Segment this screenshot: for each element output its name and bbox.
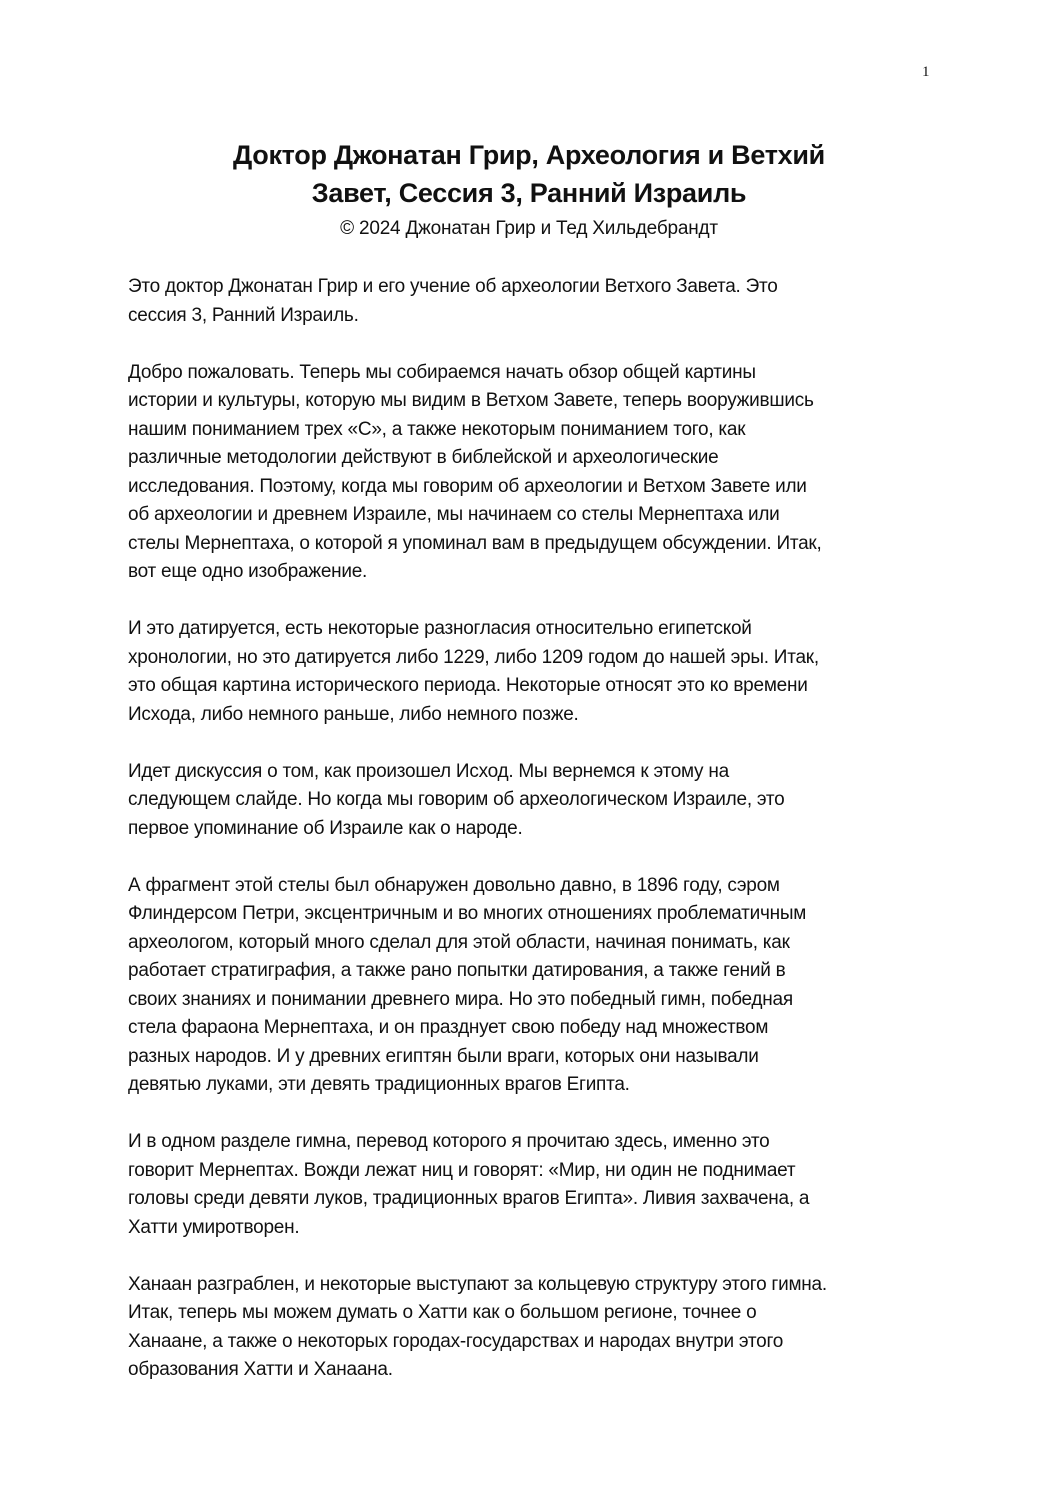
paragraph [128, 872, 958, 1100]
text-line: это общая картина исторического периода. Некоторые относят это ко времени [128, 675, 808, 696]
copyright: © 2024 Джонатан Грир и Тед Хильдебрандт [340, 218, 718, 239]
paragraph [128, 359, 958, 587]
text-line: хронологии, но это датируется либо 1229, либо 1209 годом до нашей эры. Итак, [128, 646, 819, 668]
text-line: Хатти умиротворен. [128, 1216, 300, 1238]
text-line: работает стратиграфия, а также рано попытки датирования, а также гений в [128, 960, 786, 981]
text-line: стелы Мернептаха, о которой я упоминал вам в предыдущем обсуждении. Итак, [128, 532, 822, 554]
text-line: говорит Мернептах. Вожди лежат ниц и говорят: «Мир, ни один не поднимает [128, 1159, 796, 1181]
text-line: А фрагмент этой стелы был обнаружен довольно давно, в 1896 году, сэром [128, 874, 780, 896]
text-line: археологом, который много сделал для этой области, начиная понимать, как [128, 931, 790, 953]
text-line: об археологии и древнем Израиле, мы начинаем со стелы Мернептаха или [128, 504, 780, 525]
paragraph [128, 273, 958, 330]
paragraph [128, 1128, 958, 1242]
text-line: нашим пониманием трех «С», а также некоторым пониманием того, как [128, 418, 746, 440]
title-line: Доктор Джонатан Грир, Археология и Ветхий [233, 140, 825, 170]
text-line: первое упоминание об Израиле как о народе. [128, 817, 523, 839]
text-line: истории и культуры, которую мы видим в Ветхом Завете, теперь вооружившись [128, 390, 814, 411]
document-body [128, 273, 958, 1413]
text-line: Итак, теперь мы можем думать о Хатти как о большом регионе, точнее о [128, 1302, 757, 1323]
text-line: Ханаан разграблен, и некоторые выступают за кольцевую структуру этого гимна. [128, 1273, 827, 1295]
text-line: своих знаниях и понимании древнего мира. Но это победный гимн, победная [128, 988, 793, 1010]
title-line: Завет, Сессия 3, Ранний Израиль [311, 178, 747, 208]
text-line: И в одном разделе гимна, перевод которого я прочитаю здесь, именно это [128, 1131, 770, 1152]
text-line: следующем слайде. Но когда мы говорим об археологическом Израиле, это [128, 789, 785, 810]
text-line: сессия 3, Ранний Израиль. [128, 304, 359, 326]
text-line: образования Хатти и Ханаана. [128, 1359, 393, 1380]
text-line: различные методологии действуют в библейской и археологические [128, 447, 719, 468]
text-line: Ханаане, а также о некоторых городах-государствах и народах внутри этого [128, 1330, 784, 1352]
page-number: 1 [922, 64, 930, 80]
text-line: исследования. Поэтому, когда мы говорим об археологии и Ветхом Завете или [128, 475, 807, 497]
text-line: стела фараона Мернептаха, и он празднует свою победу над множеством [128, 1017, 769, 1038]
text-line: Добро пожаловать. Теперь мы собираемся начать обзор общей картины [128, 361, 756, 383]
text-line: Это доктор Джонатан Грир и его учение об археологии Ветхого Завета. Это [128, 276, 778, 297]
document-title [0, 136, 1058, 212]
paragraph [128, 615, 958, 729]
paragraph [128, 1271, 958, 1385]
paragraph [128, 758, 958, 844]
text-line: Исхода, либо немного раньше, либо немного позже. [128, 703, 579, 725]
text-line: Идет дискуссия о том, как произошел Исход. Мы вернемся к этому на [128, 760, 729, 782]
text-line: вот еще одно изображение. [128, 561, 368, 582]
text-line: Флиндерсом Петри, эксцентричным и во многих отношениях проблематичным [128, 903, 807, 924]
text-line: девятью луками, эти девять традиционных врагов Египта. [128, 1074, 630, 1095]
text-line: разных народов. И у древних египтян были враги, которых они называли [128, 1045, 759, 1067]
text-line: И это датируется, есть некоторые разногласия относительно египетской [128, 618, 752, 639]
text-line: головы среди девяти луков, традиционных врагов Египта». Ливия захвачена, а [128, 1188, 810, 1209]
